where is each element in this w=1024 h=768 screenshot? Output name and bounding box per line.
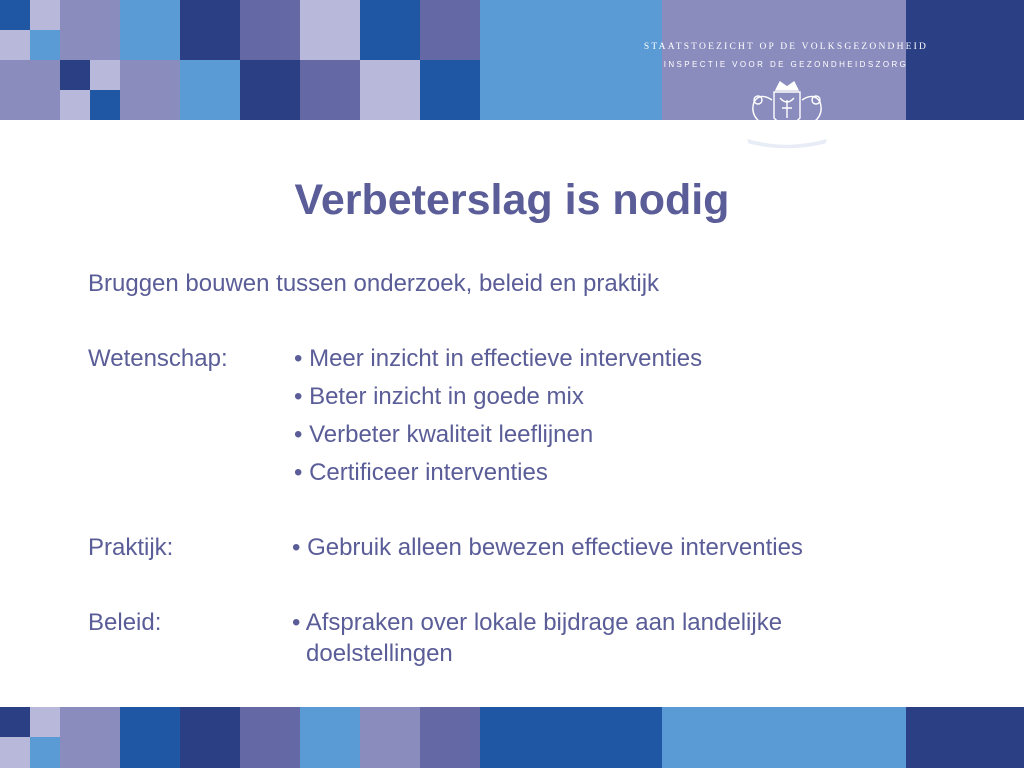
mosaic-tile [0,737,30,768]
mosaic-tile [906,707,1024,768]
mosaic-tile [60,0,120,60]
list-item: • Meer inzicht in effectieve interventies [294,345,703,372]
organization-branding [636,42,936,69]
mosaic-tile [420,60,480,120]
list-item: • Certificeer interventies [294,459,548,486]
mosaic-tile [60,60,90,90]
slide-title: Verbeterslag is nodig [294,176,730,224]
mosaic-tile [300,0,360,60]
mosaic-tile [240,0,300,60]
mosaic-tile [90,90,120,120]
organization-name: STAATSTOEZICHT OP DE VOLKSGEZONDHEID [643,42,929,52]
mosaic-tile [420,0,480,60]
intro-text: Bruggen bouwen tussen onderzoek, beleid en praktijk [88,270,660,297]
mosaic-tile [360,707,420,768]
list-item: • Beter inzicht in goede mix [294,383,584,410]
mosaic-tile [300,707,360,768]
mosaic-tile [240,707,300,768]
mosaic-tile [360,0,420,60]
mosaic-tile [120,60,180,120]
list-item: • Verbeter kwaliteit leeflijnen [294,421,594,448]
mosaic-tile [0,707,30,737]
mosaic-tile [480,707,662,768]
section-label-beleid: Beleid: [88,609,162,636]
list-item: • Afspraken over lokale bijdrage aan landelijke [292,609,783,636]
mosaic-tile [360,60,420,120]
mosaic-tile [120,0,180,60]
mosaic-tile [300,60,360,120]
royal-coat-of-arms-icon [738,78,836,150]
mosaic-tile [90,60,120,90]
mosaic-tile [180,707,240,768]
organization-subtitle: INSPECTIE VOOR DE GEZONDHEIDSZORG [663,60,909,69]
list-item: • Gebruik alleen bewezen effectieve interventies [292,534,803,561]
mosaic-tile [30,0,60,30]
footer-banner [0,707,1024,768]
section-label-wetenschap: Wetenschap: [88,345,228,372]
mosaic-tile [0,60,60,120]
mosaic-tile [60,707,120,768]
mosaic-tile [0,30,30,60]
list-item-continuation: doelstellingen [306,640,453,667]
mosaic-tile [180,0,240,60]
mosaic-tile [240,60,300,120]
mosaic-tile [30,707,60,737]
mosaic-tile [30,737,60,768]
mosaic-tile [30,30,60,60]
mosaic-tile [420,707,480,768]
mosaic-tile [0,0,30,30]
mosaic-tile [480,0,662,120]
mosaic-tile [60,90,90,120]
mosaic-tile [180,60,240,120]
mosaic-tile [662,707,906,768]
mosaic-tile [120,707,180,768]
section-label-praktijk: Praktijk: [88,534,174,561]
